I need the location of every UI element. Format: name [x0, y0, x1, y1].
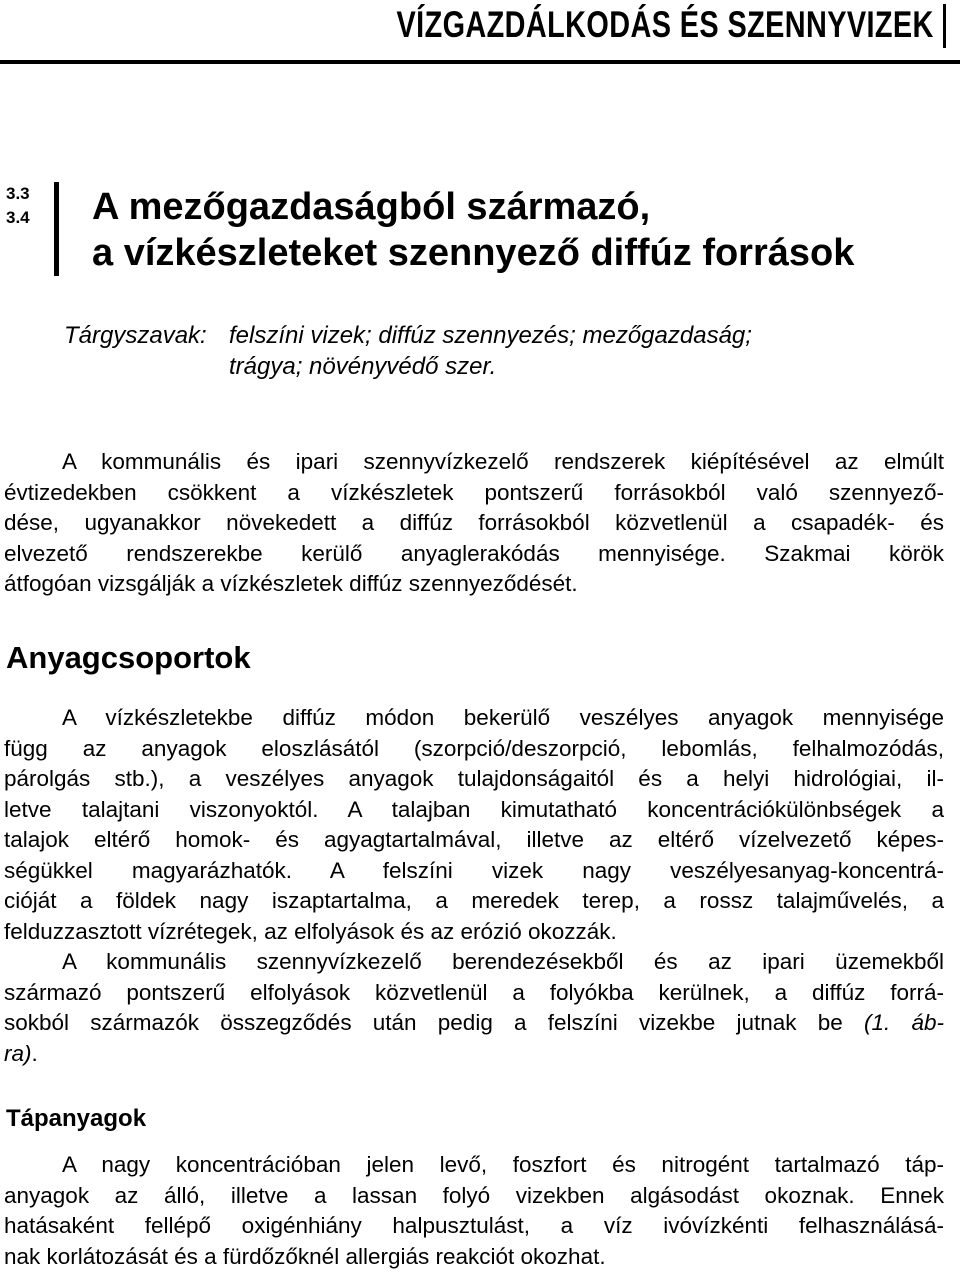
- chapter-title: [92, 184, 854, 276]
- keywords-block: [64, 320, 752, 382]
- paragraph-line: anyagok az álló, illetve a lassan folyó vizekben algásodást okoznak. Ennek: [4, 1182, 944, 1208]
- paragraph-line: A nagy koncentrációban jelen levő, foszfort és nitrogént tartalmazó táp-: [62, 1152, 944, 1177]
- paragraph-line: sokból származók összegződés után pedig a felszíni vizekbe jutnak be (1. áb-: [4, 1010, 944, 1035]
- paragraph-line: évtizedekben csökkent a vízkészletek pontszerű forrásokból való szennyező-: [4, 479, 944, 505]
- paragraph-line: A vízkészletekbe diffúz módon bekerülő veszélyes anyagok mennyisége: [62, 705, 944, 730]
- chapter-title-line: a vízkészleteket szennyező diffúz források: [92, 232, 855, 274]
- paragraph-line: párolgás stb.), a veszélyes anyagok tulajdonságaitól és a helyi hidrológiai, il-: [4, 766, 944, 791]
- figure-reference: (1. áb-: [864, 1010, 944, 1035]
- section-numbers: [6, 182, 30, 230]
- paragraph-line: ségükkel magyarázhatók. A felszíni vizek nagy veszélyesanyag-koncentrá-: [4, 857, 944, 883]
- header-vertical-bar: [943, 4, 946, 48]
- paragraph-line: felduzzasztott vízrétegek, az elfolyások és az erózió okozzák.: [4, 918, 617, 944]
- paragraph-line: A kommunális szennyvízkezelő berendezésekből és az ipari üzemekből: [62, 949, 944, 974]
- paragraph-line: hatásaként fellépő oxigénhiány halpusztulást, a víz ivóvízkénti felhasználásá-: [4, 1213, 944, 1238]
- paragraph-line: letve talajtani viszonyoktól. A talajban kimutatható koncentrációkülönbségek a: [4, 796, 944, 822]
- paragraph-line: talajok eltérő homok- és agyagtartalmával, illetve az eltérő vízelvezető képes-: [4, 827, 944, 852]
- paragraph-line: nak korlátozását és a fürdőzőknél allergiás reakciót okozhat.: [4, 1243, 606, 1269]
- keywords-line: trágya; növényvédő szer.: [229, 353, 497, 380]
- intro-paragraph: [4, 447, 944, 600]
- paragraph-line: dése, ugyanakkor növekedett a diffúz forrásokból közvetlenül a csapadék- és: [4, 510, 944, 535]
- paragraph-line: átfogóan vizsgálják a vízkészletek diffúz szennyeződését.: [4, 571, 578, 596]
- section-number: 3.4: [6, 208, 30, 227]
- tapanyagok-paragraph: [4, 1150, 944, 1272]
- figure-reference: ra): [4, 1040, 32, 1066]
- paragraph-line: A kommunális és ipari szennyvízkezelő rendszerek kiépítésével az elmúlt: [62, 449, 944, 474]
- paragraph-line: elvezető rendszerekbe kerülő anyaglerakódás mennyisége. Szakmai körök: [4, 540, 944, 566]
- keywords-label: Tárgyszavak:: [64, 322, 207, 349]
- keywords-values: [229, 320, 752, 382]
- chapter-title-line: A mezőgazdaságból származó,: [92, 186, 651, 228]
- anyagcsoportok-paragraph-2: [4, 947, 944, 1069]
- section-number: 3.3: [6, 184, 30, 203]
- heading-tapanyagok: Tápanyagok: [6, 1105, 147, 1132]
- running-header-title: VÍZGAZDÁLKODÁS ÉS SZENNYVIZEK: [396, 4, 934, 45]
- keywords-line: felszíni vizek; diffúz szennyezés; mezőgazdaság;: [229, 322, 752, 349]
- heading-anyagcsoportok: Anyagcsoportok: [6, 640, 251, 675]
- section-divider-bar: [54, 182, 59, 276]
- header-rule: [0, 60, 960, 64]
- anyagcsoportok-paragraph-1: [4, 703, 944, 947]
- paragraph-line: függ az anyagok eloszlásától (szorpció/deszorpció, lebomlás, felhalmozódás,: [4, 735, 944, 761]
- paragraph-line: ra).: [4, 1040, 38, 1066]
- paragraph-line: származó pontszerű elfolyások közvetlenül a folyókba kerülnek, a diffúz forrá-: [4, 979, 944, 1005]
- paragraph-line: cióját a földek nagy iszaptartalma, a meredek terep, a rossz talajművelés, a: [4, 888, 944, 913]
